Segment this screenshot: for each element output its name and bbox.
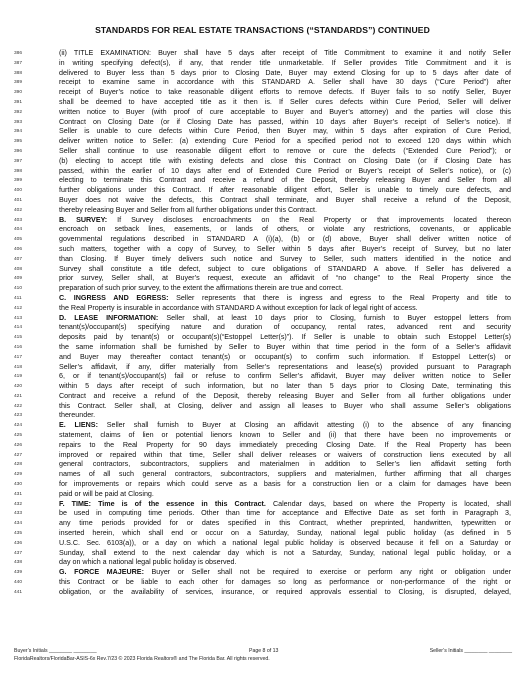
text-line [14, 529, 512, 539]
text-line [14, 333, 512, 343]
text-line [14, 118, 512, 128]
line-number: 390 [14, 90, 23, 96]
line-number: 432 [14, 501, 23, 507]
line-text: Buyer does not waive the defects, this Contract shall terminate, and Buyer shall receive a refund of the Deposit, [59, 195, 511, 204]
line-number: 436 [14, 540, 23, 546]
page-title: STANDARDS FOR REAL ESTATE TRANSACTIONS (“STANDARDS”) CONTINUED [95, 25, 430, 35]
line-text: D. LEASE INFORMATION: Seller shall, at least 10 days prior to Closing, furnish to Buyer estoppel letters from [59, 313, 511, 322]
text-line [14, 568, 512, 578]
line-text: receipt of Buyer’s notice to take reasonable diligent efforts to remove defects. If Buyer fails to so notify Seller, Buyer [59, 88, 511, 97]
line-number: 427 [14, 452, 23, 458]
line-text: be used in computing time periods. Other than time for acceptance and Effective Date as set forth in Paragraph 3, [59, 509, 511, 518]
line-text: improved or repaired within that time, Seller shall deliver releases or waivers of construction liens executed by all [59, 450, 511, 459]
text-line [14, 88, 512, 98]
text-line [14, 382, 512, 392]
text-line [14, 314, 512, 324]
line-number: 396 [14, 148, 23, 154]
text-line [14, 539, 512, 549]
line-text: C. INGRESS AND EGRESS: Seller represents that there is ingress and egress to the Real Property and title to [59, 293, 511, 302]
line-text: in writing specifying defect(s), if any, that render title unmarketable. If Seller provides Title Commitment and it is [59, 58, 511, 67]
text-line [14, 578, 512, 588]
line-number: 415 [14, 335, 23, 341]
line-number: 424 [14, 423, 23, 429]
line-text: Seller shall continue to use reasonable diligent effort to remove or cure the defects (“Extended Cure Period”); or [59, 146, 511, 155]
line-text: prior survey, Seller shall, at Buyer’s request, execute an affidavit of “no change” to the Real Property since the [59, 274, 511, 283]
line-text: deposits paid by tenant(s) or occupant(s)(“Estoppel Letter(s)”). If Seller is unable to obtain such Estoppel Letter(s) [59, 333, 511, 342]
line-text: (b) electing to accept title with existing defects and close this Contract on Closing Date (or if Closing Date has [59, 156, 511, 165]
line-text: such matters, together with a copy of Survey, to Seller within 5 days after Buyer’s receipt of Survey, but no later [59, 244, 511, 253]
text-line [14, 519, 512, 529]
text-line [14, 588, 512, 598]
text-line [14, 343, 512, 353]
line-number: 393 [14, 119, 23, 125]
line-number: 435 [14, 531, 23, 537]
line-number: 428 [14, 462, 23, 468]
text-line [14, 431, 512, 441]
line-text: (ii) TITLE EXAMINATION: Buyer shall have 5 days after receipt of Title Commitment to examine it and notify Seller [59, 49, 511, 57]
line-number: 441 [14, 589, 23, 595]
text-line [14, 363, 512, 373]
line-number: 430 [14, 482, 23, 488]
line-text: further obligations under this Contract. If after reasonable diligent effort, Seller is unable to timely cure defects, and [59, 186, 511, 195]
text-line [14, 441, 512, 451]
line-text: receipt to examine same in accordance with this STANDARD A. Seller shall have 30 days (“Cure Period”) after [59, 78, 511, 87]
line-number: 409 [14, 276, 23, 282]
line-text: shall be deemed to have accepted title as it then is. If Seller cures defects within Cure Period, Seller will deliver [59, 97, 511, 106]
text-line [14, 157, 512, 167]
line-number: 406 [14, 246, 23, 252]
line-text: for improvements or repairs which could serve as a basis for a construction lien or a claim for damages have been [59, 480, 511, 489]
line-number: 407 [14, 256, 23, 262]
line-number: 404 [14, 227, 23, 233]
line-number: 413 [14, 315, 23, 321]
line-number: 437 [14, 550, 23, 556]
text-line [14, 245, 512, 255]
text-line [14, 206, 512, 216]
line-text: Contract and receive a refund of the Deposit, thereby releasing Buyer and Seller from all further obligations under [59, 391, 511, 400]
line-text: and Buyer may thereafter contact tenant(s) or occupant(s) to confirm such information. If Estoppel Letter(s) or [59, 352, 511, 361]
text-line [14, 372, 512, 382]
line-text: names of all such general contractors, subcontractors, suppliers and materialmen, further affirming that all charges [59, 470, 511, 479]
text-line [14, 411, 512, 421]
line-text: the same information shall be furnished by Seller to Buyer within that time period in the form of a Seller’s affidavit [59, 342, 511, 351]
line-number: 422 [14, 403, 23, 409]
line-text: electing to terminate this Contract and receive a refund of the Deposit, thereby releasing Buyer and Seller from all [59, 176, 511, 185]
text-line [14, 421, 512, 431]
line-text: passed, within the earlier of 10 days after end of Extended Cure Period or Buyer’s receipt of Seller’s notice), or (c) [59, 166, 511, 175]
line-number: 403 [14, 217, 23, 223]
line-number: 417 [14, 354, 23, 360]
line-number: 416 [14, 344, 23, 350]
line-text: inserted herein, which shall end or occur on a Saturday, Sunday, national legal public holiday (as defined in 5 [59, 529, 511, 538]
text-line [14, 255, 512, 265]
line-number: 423 [14, 413, 23, 419]
line-number: 429 [14, 472, 23, 478]
line-number: 394 [14, 129, 23, 135]
line-text: Contract on Closing Date (or if Closing Date has passed, within 10 days after Buyer’s receipt of Seller’s notice). If [59, 117, 511, 126]
text-line [14, 137, 512, 147]
line-text: tenant(s)/occupant(s) specifying nature and duration of occupancy, rental rates, advanced rent and security [59, 323, 511, 332]
text-line [14, 265, 512, 275]
line-text: obligation, or the availability of services, insurance, or required approvals essential to Closing, is disrupted, delayed, [59, 587, 511, 596]
line-text: within 5 days after receipt of such information, but no later than 5 days prior to Closing Date, terminating this [59, 382, 511, 391]
line-number: 388 [14, 70, 23, 76]
line-text: thereunder. [59, 411, 96, 420]
line-number: 386 [14, 51, 23, 56]
line-text: F. TIME: Time is of the essence in this Contract. Calendar days, based on where the Property is located, shall [59, 499, 511, 508]
text-line [14, 196, 512, 206]
text-line [14, 490, 512, 500]
text-line [14, 294, 512, 304]
line-text: governmental regulations described in STANDARD A (i)(a), (b) or (d) above, Buyer shall deliver written notice of [59, 235, 511, 244]
line-number: 398 [14, 168, 23, 174]
line-number: 408 [14, 266, 23, 272]
line-text: deliver written notice to Seller: (a) extending Cure Period for a specified period not to exceed 120 days within which [59, 137, 511, 146]
text-line [14, 225, 512, 235]
line-text: G. FORCE MAJEURE: Buyer or Seller shall not be required to exercise or perform any right or obligation under [59, 568, 511, 577]
text-line [14, 167, 512, 177]
line-number: 426 [14, 442, 23, 448]
text-line [14, 59, 512, 69]
line-text: the Real Property is insurable in accordance with STANDARD A without exception for lack of legal right of access. [59, 303, 418, 312]
contract-body [14, 49, 512, 598]
line-number: 397 [14, 158, 23, 164]
text-line [14, 323, 512, 333]
text-line [14, 500, 512, 510]
line-text: Seller is unable to cure defects within Cure Period, then Buyer may, within 5 days after expiration of Cure Period, [59, 127, 511, 136]
text-line [14, 98, 512, 108]
line-number: 401 [14, 197, 23, 203]
line-number: 420 [14, 384, 23, 390]
line-text: general contractors, subcontractors, suppliers and materialmen in addition to Seller’s lien affidavit setting forth [59, 460, 511, 469]
line-text: E. LIENS: Seller shall furnish to Buyer at Closing an affidavit attesting (i) to the absence of any financing [59, 421, 511, 430]
text-line [14, 274, 512, 284]
line-number: 433 [14, 511, 23, 517]
line-number: 405 [14, 237, 23, 243]
line-number: 392 [14, 109, 23, 115]
text-line [14, 186, 512, 196]
line-text: than Closing. If Buyer timely delivers such notice and Survey to Seller, such matters identified in the notice and [59, 254, 511, 263]
line-number: 438 [14, 560, 23, 566]
text-line [14, 108, 512, 118]
line-text: written notice to Buyer (with proof of cure acceptable to Buyer and Buyer’s attorney) and the parties will close this [59, 107, 511, 116]
line-text: Survey shall constitute a title defect, subject to cure obligations of STANDARD A above. If Seller has delivered a [59, 264, 511, 273]
line-text: 6, or if tenant(s)/occupant(s) fail or refuse to confirm Seller’s affidavit, Buyer may deliver written notice to Seller [59, 372, 511, 381]
text-line [14, 470, 512, 480]
text-line [14, 460, 512, 470]
line-number: 389 [14, 80, 23, 86]
line-text: this Contract. Seller shall, at Closing, deliver and assign all leases to Buyer who shall assume Seller’s obligations [59, 401, 511, 410]
line-number: 434 [14, 521, 23, 527]
form-identifier: FloridaRealtors/FloridaBar-ASIS-6x Rev.7/23 © 2023 Florida Realtors® and The Florida Bar. All rights reserved. [14, 656, 270, 662]
line-text: repairs to the Real Property for 90 days immediately preceding Closing Date. If the Real Property has been [59, 440, 511, 449]
line-text: encroach on setback lines, easements, or lands of others, or violate any restrictions, covenants, or applicable [59, 225, 511, 234]
line-text: delivered to Buyer less than 5 days prior to Closing Date, Buyer may extend Closing for up to 5 days after date of [59, 68, 511, 77]
text-line [14, 480, 512, 490]
line-text: U.S.C. Sec. 6103(a)), or a day on which a national legal public holiday is observed because it fell on a Saturday or [59, 538, 511, 547]
text-line [14, 558, 512, 568]
line-text: preparation of such prior survey, to the extent the affirmations therein are true and correct. [59, 284, 343, 293]
line-text: paid or will be paid at Closing. [59, 489, 154, 498]
text-line [14, 235, 512, 245]
line-text: Seller’s affidavit, if any, differ materially from Seller’s representations and lease(s) provided pursuant to Paragraph [59, 362, 511, 371]
text-line [14, 147, 512, 157]
line-number: 419 [14, 374, 23, 380]
line-text: day on which a national legal public holiday is observed. [59, 558, 237, 567]
line-number: 402 [14, 207, 23, 213]
line-number: 395 [14, 139, 23, 145]
buyer-initials: Buyer’s Initials ________ ________ [14, 648, 97, 654]
text-line [14, 392, 512, 402]
line-number: 414 [14, 325, 23, 331]
text-line [14, 304, 512, 314]
line-number: 421 [14, 393, 23, 399]
line-number: 391 [14, 99, 23, 105]
text-line [14, 402, 512, 412]
text-line [14, 451, 512, 461]
text-line [14, 176, 512, 186]
text-line [14, 78, 512, 88]
line-text: thereby releasing Buyer and Seller from all further obligations under this Contract. [59, 205, 317, 214]
line-number: 418 [14, 364, 23, 370]
page-number: Page 8 of 13 [249, 648, 279, 654]
line-number: 431 [14, 491, 23, 497]
line-number: 387 [14, 60, 23, 66]
line-number: 400 [14, 188, 23, 194]
line-text: Sunday, shall extend to the next calendar day which is not a Saturday, Sunday, national legal public holiday, or a [59, 548, 511, 557]
text-line [14, 353, 512, 363]
line-number: 439 [14, 570, 23, 576]
text-line [14, 549, 512, 559]
line-number: 410 [14, 286, 23, 292]
text-line [14, 127, 512, 137]
line-text: this Contract or be liable to each other for damages so long as performance or non-performance of the right or [59, 578, 511, 587]
line-number: 411 [14, 295, 22, 301]
line-number: 425 [14, 433, 23, 439]
text-line [14, 509, 512, 519]
text-line [14, 216, 512, 226]
line-number: 440 [14, 580, 23, 586]
text-line [14, 284, 512, 294]
line-text: any time periods provided for or dates specified in this Contract, whether preprinted, handwritten, typewritten or [59, 519, 511, 528]
line-number: 412 [14, 305, 23, 311]
text-line [14, 69, 512, 79]
line-text: B. SURVEY: If Survey discloses encroachments on the Real Property or that improvements located thereon [59, 215, 511, 224]
seller-initials: Seller’s Initials ________ ________ [429, 648, 512, 654]
text-line [14, 49, 512, 59]
line-text: statement, claims of lien or potential lienors known to Seller and (ii) that there have been no improvements or [59, 431, 511, 440]
line-number: 399 [14, 178, 23, 184]
